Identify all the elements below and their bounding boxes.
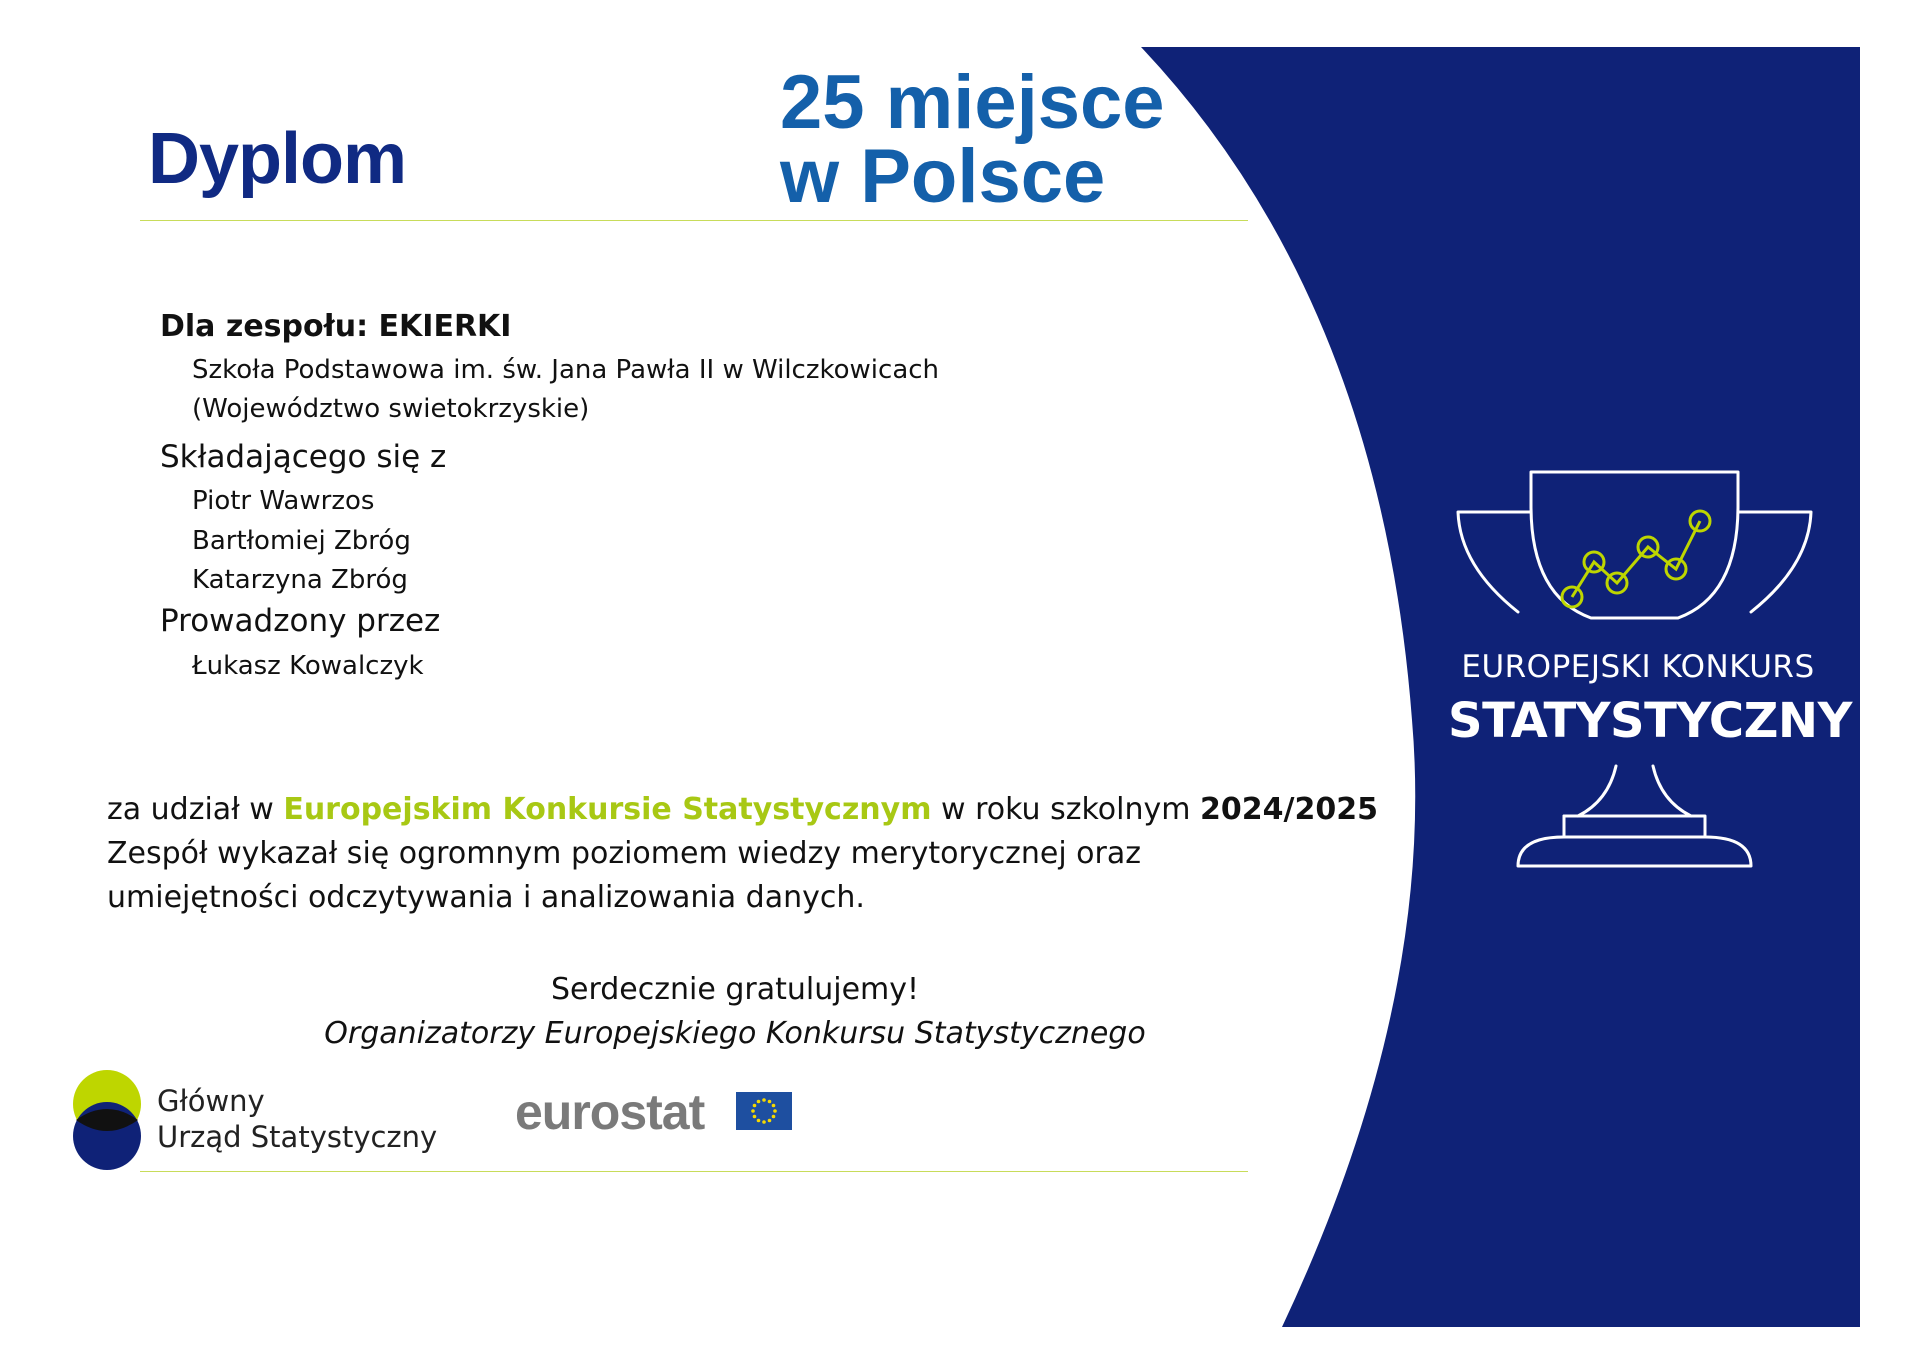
contest-logo-line-1: EUROPEJSKI KONKURS — [1461, 649, 1815, 685]
school-name: Szkoła Podstawowa im. św. Jana Pawła II w Wilczkowicach — [192, 355, 940, 385]
team-label: Dla zespołu: EKIERKI — [160, 309, 512, 344]
body-text — [107, 788, 1378, 920]
eurostat-logo: eurostat — [515, 1084, 705, 1140]
header-divider — [140, 220, 1248, 221]
place-line-2: w Polsce — [780, 134, 1106, 219]
body-line-2: Zespół wykazał się ogromnym poziomem wiedzy merytorycznej oraz — [107, 836, 1142, 871]
member-item: Bartłomiej Zbróg — [192, 526, 411, 556]
contest-name: Europejskim Konkursie Statystycznym — [283, 792, 932, 827]
teacher-name: Łukasz Kowalczyk — [192, 651, 424, 681]
body-prefix: za udział w — [107, 792, 284, 827]
led-by-label: Prowadzony przez — [160, 603, 441, 639]
gus-logo-icon — [72, 1068, 148, 1174]
body-mid: w roku szkolnym — [931, 792, 1201, 827]
diploma-title: Dyplom — [148, 119, 407, 199]
place-line-1: 25 miejsce — [780, 60, 1165, 145]
organizers-text: Organizatorzy Europejskiego Konkursu Statystycznego — [324, 1016, 1146, 1051]
contest-logo-line-2: STATYSTYCZNY — [1448, 693, 1852, 749]
place-heading — [780, 60, 1165, 219]
gus-name-line-1: Główny — [157, 1084, 265, 1118]
members-label: Składającego się z — [160, 439, 447, 475]
congrats-text: Serdecznie gratulujemy! — [550, 972, 920, 1007]
gus-name-line-2: Urząd Statystyczny — [157, 1120, 438, 1154]
member-item: Katarzyna Zbróg — [192, 565, 408, 595]
body-line-3: umiejętności odczytywania i analizowania danych. — [107, 880, 865, 915]
member-item: Piotr Wawrzos — [192, 486, 375, 516]
eu-flag-icon — [736, 1092, 792, 1130]
footer-divider — [140, 1171, 1248, 1172]
body-line-1 — [107, 788, 1378, 832]
school-year: 2024/2025 — [1200, 792, 1378, 827]
region-name: (Województwo swietokrzyskie) — [192, 394, 590, 424]
